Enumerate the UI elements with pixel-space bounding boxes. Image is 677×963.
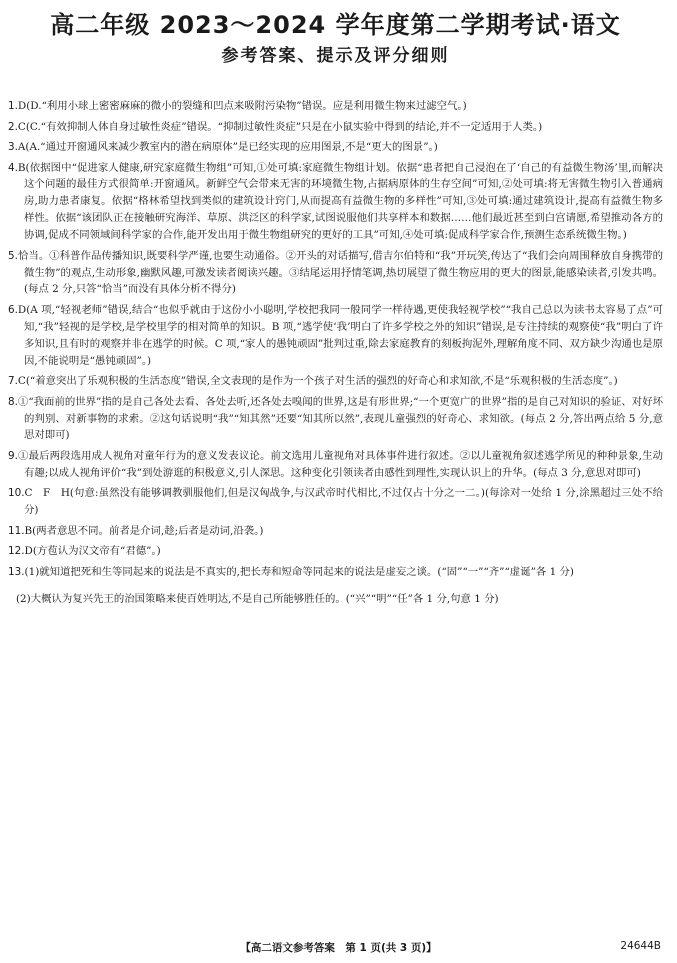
answer-subitem: (2)大概认为复兴先王的治国策略来使百姓明达,不是自己所能够胜任的。(“兴”“明”“任”各 1 分,句意 1 分) <box>16 593 499 606</box>
answer-item: 11.B(两者意思不同。前者是介词,趁;后者是动词,沿袭。) <box>8 524 264 537</box>
answer-item: 7.C(“着意突出了乐观积极的生活态度”错误,全文表现的是作为一个孩子对生活的强烈的好奇心和求知欲,不是“乐观积极的生活态度”。) <box>8 375 618 388</box>
answer-item: 1.D(D.“利用小球上密密麻麻的微小的裂缝和凹点来吸附污染物”错误。应是利用微生物来过滤空气。) <box>8 100 467 112</box>
footer-page-label: 【高二语文参考答案 第 1 页(共 3 页)】 <box>240 942 437 954</box>
page-subtitle: 参考答案、提示及评分细则 <box>221 46 450 66</box>
answer-item: 6.D(A 项,“轻视老师”错误,结合“也似乎就由于这份小小聪明,学校把我同一般同学一样待遇,更使我轻视学校”“我自己总以为读书太容易了点”可知,“我”轻视的是学校,是学校里学的相对简单的知识。B 项,“逃学使‘我’明白了许多学校之外的知识”错误,是专注持续的观察使“我”明白了许多知识,且有时的观察并非在逃学的时候。C 项,“家人的愚钝顽固”批判过重,除去家庭教育的刻板拘泥外,理解角度不同、双方缺少沟通也是原因,不能说明是“愚钝顽固”。) <box>8 303 663 367</box>
page-footer <box>0 940 677 955</box>
footer-code: 24644B <box>620 940 661 952</box>
answer-item: 4.B(依据图中“促进家人健康,研究家庭微生物组”可知,①处可填:家庭微生物组计划。依据“患者把自己浸泡在了‘自己的有益微生物汤’里,而解决这个问题的最佳方式很简单:开窗通风。新鲜空气会带来无害的环境微生物,占据病原体的生存空间”可知,②处可填:将无害微生物引入普通病房,助力患者康复。依据“格林希望找到类似的建筑设计窍门,从而提高有益微生物的多样性”可知,③处可填:通过建筑设计,提高有益微生物多样性。依据“该团队正在接触研究海洋、草原、洪泛区的科学家,试图说服他们共享样本和数据……他们最近甚至到白宫请愿,希望推动各方的协调,促成不同领域间科学家的合作,能开发出用于微生物组研究的更好的工具”可知,④处可填:促成科学家合作,预测生态系统微生物。) <box>8 161 663 242</box>
answer-item: 10.C F H(句意:虽然没有能够调教驯服他们,但是汉匈战争,与汉武帝时代相比,不过仅占十分之一二。)(每涂对一处给 1 分,涂黑超过三处不给分) <box>8 487 663 517</box>
answer-item: 8.①“我面前的世界”指的是自己各处去看、各处去听,还各处去嗅闻的世界,这是有形世界;“一个更宽广的世界”指的是自己对知识的验证、对好坏的判别、对新事物的求索。②这句话说明“我”“知其然”还要“知其所以然”,表现儿童强烈的好奇心、求知欲。(每点 2 分,答出两点给 5 分,意思对即可) <box>8 395 663 442</box>
page-title: 高二年级 2023～2024 学年度第二学期考试·语文 <box>50 11 621 39</box>
answer-list <box>8 98 663 608</box>
answer-item: 9.①最后两段选用成人视角对童年行为的意义发表议论。前文选用儿童视角对具体事件进行叙述。②以儿童视角叙述逃学所见的种种景象,生动有趣;以成人视角评价“我”到处游逛的积极意义,引人深思。这种变化引领读者由感性到理性,实现认识上的升华。(每点 3 分,意思对即可) <box>8 449 663 479</box>
answer-item: 2.C(C.“有效抑制人体自身过敏性炎症”错误。“抑制过敏性炎症”只是在小鼠实验中得到的结论,并不一定适用于人类。) <box>8 120 543 133</box>
answer-item: 13.(1)就知道把死和生等同起来的说法是不真实的,把长寿和短命等同起来的说法是虚妄之谈。(“固”“一”“齐”“虚诞”各 1 分) <box>8 565 574 578</box>
answer-item: 5.恰当。①科普作品传播知识,既要科学严谨,也要生动通俗。②开头的对话描写,借吉尔伯特和“我”开玩笑,传达了“我们会向周围释放自身携带的微生物”的观点,生动形象,幽默风趣,可激发读者阅读兴趣。③结尾运用抒情笔调,热切展望了微生物应用的更大的图景,能感染读者,引发共鸣。(每点 2 分,只答“恰当”而没有具体分析不得分) <box>8 249 663 296</box>
answer-item: 3.A(A.“通过开窗通风来减少教室内的潜在病原体”是已经实现的应用图景,不是“更大的图景”。) <box>8 141 438 153</box>
answer-item: 12.D(方苞认为汉文帝有“君德”。) <box>8 545 161 558</box>
